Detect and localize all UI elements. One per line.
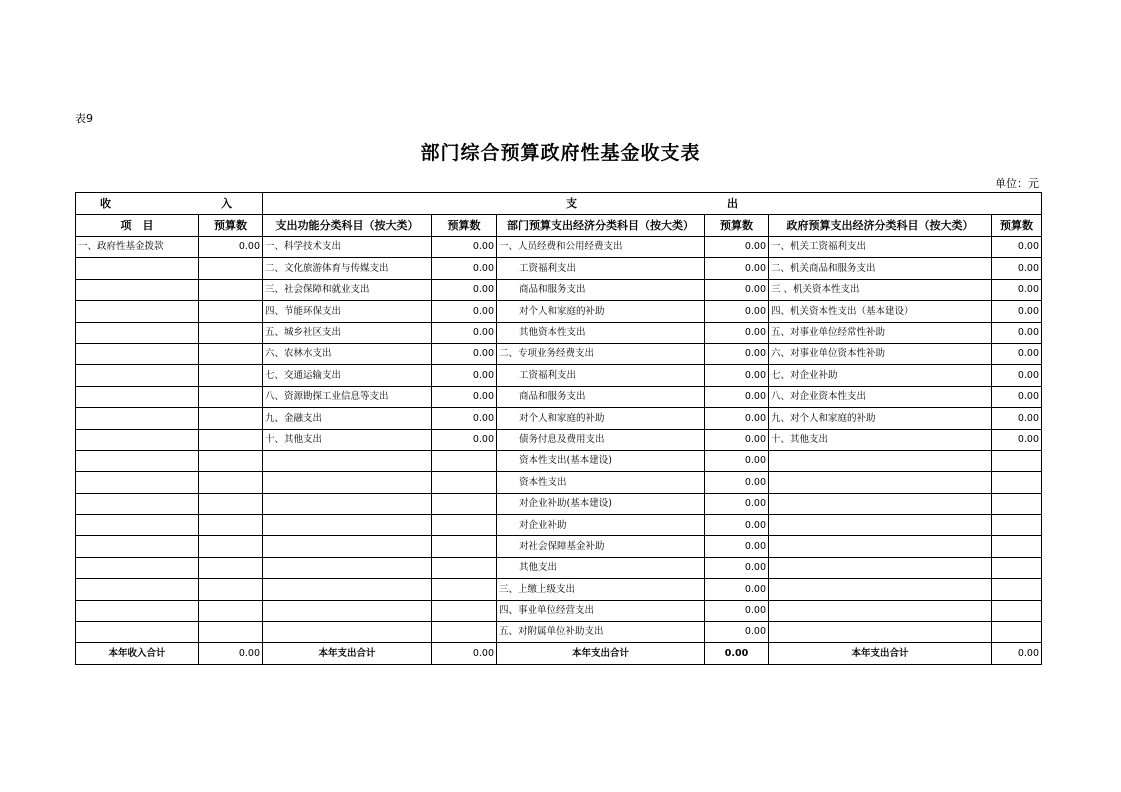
column-header-row [76, 215, 1042, 237]
dept-category-cell: 工资福利支出 [497, 258, 705, 279]
dept-category-cell: 对个人和家庭的补助 [497, 301, 705, 322]
function-amount-cell [432, 536, 497, 557]
total-dept-amount: 0.00 [705, 643, 769, 664]
gov-amount-cell: 0.00 [992, 386, 1042, 407]
header-gov-economic-category: 政府预算支出经济分类科目（按大类） [769, 215, 992, 237]
income-section-header [76, 193, 263, 215]
gov-amount-cell [992, 450, 1042, 471]
table-row [76, 493, 1042, 514]
income-item-cell [76, 450, 199, 471]
income-amount-cell [199, 408, 263, 429]
function-amount-cell [432, 450, 497, 471]
table-row [76, 429, 1042, 450]
function-amount-cell: 0.00 [432, 365, 497, 386]
gov-amount-cell: 0.00 [992, 365, 1042, 386]
function-amount-cell [432, 493, 497, 514]
function-amount-cell [432, 515, 497, 536]
function-category-cell: 九、金融支出 [263, 408, 432, 429]
dept-amount-cell: 0.00 [705, 579, 769, 600]
gov-amount-cell [992, 515, 1042, 536]
income-amount-cell [199, 279, 263, 300]
dept-amount-cell: 0.00 [705, 472, 769, 493]
gov-amount-cell [992, 557, 1042, 578]
total-gov-label: 本年支出合计 [769, 643, 992, 664]
gov-amount-cell [992, 472, 1042, 493]
gov-amount-cell: 0.00 [992, 301, 1042, 322]
table-row [76, 279, 1042, 300]
table-row [76, 515, 1042, 536]
function-amount-cell: 0.00 [432, 386, 497, 407]
income-amount-cell [199, 600, 263, 621]
dept-category-cell: 资本性支出 [497, 472, 705, 493]
dept-amount-cell: 0.00 [705, 301, 769, 322]
function-category-cell: 七、交通运输支出 [263, 365, 432, 386]
income-amount-cell [199, 301, 263, 322]
gov-amount-cell: 0.00 [992, 322, 1042, 343]
total-gov-amount: 0.00 [992, 643, 1042, 664]
total-income-label: 本年收入合计 [76, 643, 199, 664]
dept-amount-cell: 0.00 [705, 322, 769, 343]
function-category-cell: 二、文化旅游体育与传媒支出 [263, 258, 432, 279]
dept-category-cell: 其他支出 [497, 557, 705, 578]
table-row [76, 237, 1042, 258]
total-income-amount: 0.00 [199, 643, 263, 664]
dept-amount-cell: 0.00 [705, 515, 769, 536]
income-item-cell [76, 600, 199, 621]
function-amount-cell: 0.00 [432, 237, 497, 258]
gov-amount-cell: 0.00 [992, 408, 1042, 429]
function-category-cell [263, 622, 432, 643]
income-amount-cell: 0.00 [199, 237, 263, 258]
dept-amount-cell: 0.00 [705, 622, 769, 643]
table-number: 表9 [75, 112, 93, 125]
totals-row [76, 643, 1042, 664]
function-category-cell [263, 579, 432, 600]
function-category-cell: 四、节能环保支出 [263, 301, 432, 322]
dept-amount-cell: 0.00 [705, 429, 769, 450]
dept-category-cell: 对企业补助(基本建设) [497, 493, 705, 514]
gov-category-cell: 二、机关商品和服务支出 [769, 258, 992, 279]
function-amount-cell: 0.00 [432, 279, 497, 300]
document-title: 部门综合预算政府性基金收支表 [420, 142, 701, 164]
dept-category-cell: 商品和服务支出 [497, 386, 705, 407]
gov-category-cell [769, 536, 992, 557]
function-amount-cell [432, 622, 497, 643]
header-budget-dept: 预算数 [705, 215, 769, 237]
function-category-cell [263, 450, 432, 471]
income-item-cell [76, 343, 199, 364]
table-row [76, 472, 1042, 493]
gov-category-cell [769, 493, 992, 514]
income-amount-cell [199, 429, 263, 450]
header-dept-economic-category: 部门预算支出经济分类科目（按大类） [497, 215, 705, 237]
gov-category-cell: 一、机关工资福利支出 [769, 237, 992, 258]
income-item-cell [76, 258, 199, 279]
table-row [76, 579, 1042, 600]
header-budget-gov: 预算数 [992, 215, 1042, 237]
table-row [76, 301, 1042, 322]
total-function-amount: 0.00 [432, 643, 497, 664]
income-item-cell [76, 622, 199, 643]
gov-amount-cell: 0.00 [992, 258, 1042, 279]
gov-amount-cell [992, 493, 1042, 514]
function-amount-cell: 0.00 [432, 408, 497, 429]
header-budget-income: 预算数 [199, 215, 263, 237]
header-budget-function: 预算数 [432, 215, 497, 237]
dept-category-cell: 五、对附属单位补助支出 [497, 622, 705, 643]
income-amount-cell [199, 450, 263, 471]
income-item-cell [76, 322, 199, 343]
gov-category-cell: 七、对企业补助 [769, 365, 992, 386]
dept-amount-cell: 0.00 [705, 493, 769, 514]
gov-category-cell: 六、对事业单位资本性补助 [769, 343, 992, 364]
gov-amount-cell [992, 600, 1042, 621]
income-item-cell [76, 301, 199, 322]
function-amount-cell: 0.00 [432, 343, 497, 364]
function-category-cell [263, 600, 432, 621]
function-amount-cell [432, 472, 497, 493]
income-amount-cell [199, 472, 263, 493]
gov-amount-cell [992, 536, 1042, 557]
income-item-cell [76, 408, 199, 429]
function-amount-cell: 0.00 [432, 322, 497, 343]
dept-amount-cell: 0.00 [705, 600, 769, 621]
function-category-cell: 五、城乡社区支出 [263, 322, 432, 343]
table-row [76, 450, 1042, 471]
total-dept-label: 本年支出合计 [497, 643, 705, 664]
gov-amount-cell [992, 622, 1042, 643]
income-item-cell [76, 557, 199, 578]
function-category-cell: 三、社会保障和就业支出 [263, 279, 432, 300]
function-category-cell: 十、其他支出 [263, 429, 432, 450]
gov-category-cell: 三 、机关资本性支出 [769, 279, 992, 300]
income-item-cell: 一、政府性基金拨款 [76, 237, 199, 258]
function-amount-cell: 0.00 [432, 258, 497, 279]
expense-section-header [263, 193, 1042, 215]
table-row [76, 408, 1042, 429]
table-row [76, 622, 1042, 643]
dept-category-cell: 二、专项业务经费支出 [497, 343, 705, 364]
income-item-cell [76, 536, 199, 557]
dept-category-cell: 其他资本性支出 [497, 322, 705, 343]
dept-amount-cell: 0.00 [705, 408, 769, 429]
table-row [76, 557, 1042, 578]
gov-amount-cell [992, 579, 1042, 600]
dept-amount-cell: 0.00 [705, 557, 769, 578]
income-item-cell [76, 579, 199, 600]
income-item-cell [76, 493, 199, 514]
gov-category-cell [769, 450, 992, 471]
function-category-cell [263, 472, 432, 493]
income-amount-cell [199, 579, 263, 600]
dept-category-cell: 对个人和家庭的补助 [497, 408, 705, 429]
total-function-label: 本年支出合计 [263, 643, 432, 664]
gov-category-cell: 十、其他支出 [769, 429, 992, 450]
income-item-cell [76, 429, 199, 450]
budget-table [75, 192, 1042, 665]
gov-category-cell [769, 579, 992, 600]
dept-category-cell: 债务付息及费用支出 [497, 429, 705, 450]
table-row [76, 600, 1042, 621]
income-amount-cell [199, 515, 263, 536]
income-amount-cell [199, 493, 263, 514]
income-amount-cell [199, 622, 263, 643]
gov-category-cell: 四、机关资本性支出（基本建设） [769, 301, 992, 322]
function-amount-cell: 0.00 [432, 429, 497, 450]
gov-category-cell [769, 600, 992, 621]
function-category-cell: 一、科学技术支出 [263, 237, 432, 258]
gov-amount-cell: 0.00 [992, 343, 1042, 364]
gov-category-cell [769, 472, 992, 493]
income-amount-cell [199, 343, 263, 364]
income-amount-cell [199, 322, 263, 343]
dept-amount-cell: 0.00 [705, 279, 769, 300]
income-amount-cell [199, 365, 263, 386]
income-amount-cell [199, 258, 263, 279]
function-amount-cell [432, 579, 497, 600]
gov-category-cell: 九、对个人和家庭的补助 [769, 408, 992, 429]
dept-amount-cell: 0.00 [705, 450, 769, 471]
table-row [76, 343, 1042, 364]
income-amount-cell [199, 557, 263, 578]
gov-amount-cell: 0.00 [992, 279, 1042, 300]
gov-amount-cell: 0.00 [992, 429, 1042, 450]
income-amount-cell [199, 536, 263, 557]
unit-label: 单位：元 [995, 177, 1039, 190]
income-section-char-1: 收 [100, 197, 111, 210]
dept-amount-cell: 0.00 [705, 365, 769, 386]
table-row [76, 386, 1042, 407]
gov-category-cell [769, 557, 992, 578]
income-item-cell [76, 279, 199, 300]
dept-category-cell: 商品和服务支出 [497, 279, 705, 300]
gov-category-cell: 八、对企业资本性支出 [769, 386, 992, 407]
function-category-cell [263, 557, 432, 578]
dept-category-cell: 资本性支出(基本建设) [497, 450, 705, 471]
dept-category-cell: 三、上缴上级支出 [497, 579, 705, 600]
dept-amount-cell: 0.00 [705, 237, 769, 258]
gov-category-cell [769, 515, 992, 536]
function-category-cell: 六、农林水支出 [263, 343, 432, 364]
dept-category-cell: 四、事业单位经营支出 [497, 600, 705, 621]
dept-category-cell: 对社会保障基金补助 [497, 536, 705, 557]
gov-category-cell: 五、对事业单位经常性补助 [769, 322, 992, 343]
expense-section-char-2: 出 [727, 197, 738, 210]
table-row [76, 536, 1042, 557]
header-item: 项 目 [76, 215, 199, 237]
function-category-cell [263, 536, 432, 557]
dept-amount-cell: 0.00 [705, 258, 769, 279]
dept-amount-cell: 0.00 [705, 386, 769, 407]
function-amount-cell: 0.00 [432, 301, 497, 322]
income-item-cell [76, 386, 199, 407]
table-row [76, 258, 1042, 279]
dept-amount-cell: 0.00 [705, 343, 769, 364]
income-item-cell [76, 515, 199, 536]
table-row [76, 322, 1042, 343]
income-amount-cell [199, 386, 263, 407]
function-category-cell: 八、资源勘探工业信息等支出 [263, 386, 432, 407]
expense-section-char-1: 支 [566, 197, 577, 210]
income-item-cell [76, 365, 199, 386]
table-row [76, 365, 1042, 386]
gov-category-cell [769, 622, 992, 643]
dept-category-cell: 一、人员经费和公用经费支出 [497, 237, 705, 258]
function-category-cell [263, 493, 432, 514]
dept-category-cell: 对企业补助 [497, 515, 705, 536]
section-header-row [76, 193, 1042, 215]
function-amount-cell [432, 600, 497, 621]
function-amount-cell [432, 557, 497, 578]
header-function-category: 支出功能分类科目（按大类） [263, 215, 432, 237]
dept-amount-cell: 0.00 [705, 536, 769, 557]
function-category-cell [263, 515, 432, 536]
gov-amount-cell: 0.00 [992, 237, 1042, 258]
income-section-char-2: 入 [221, 197, 232, 210]
income-item-cell [76, 472, 199, 493]
dept-category-cell: 工资福利支出 [497, 365, 705, 386]
